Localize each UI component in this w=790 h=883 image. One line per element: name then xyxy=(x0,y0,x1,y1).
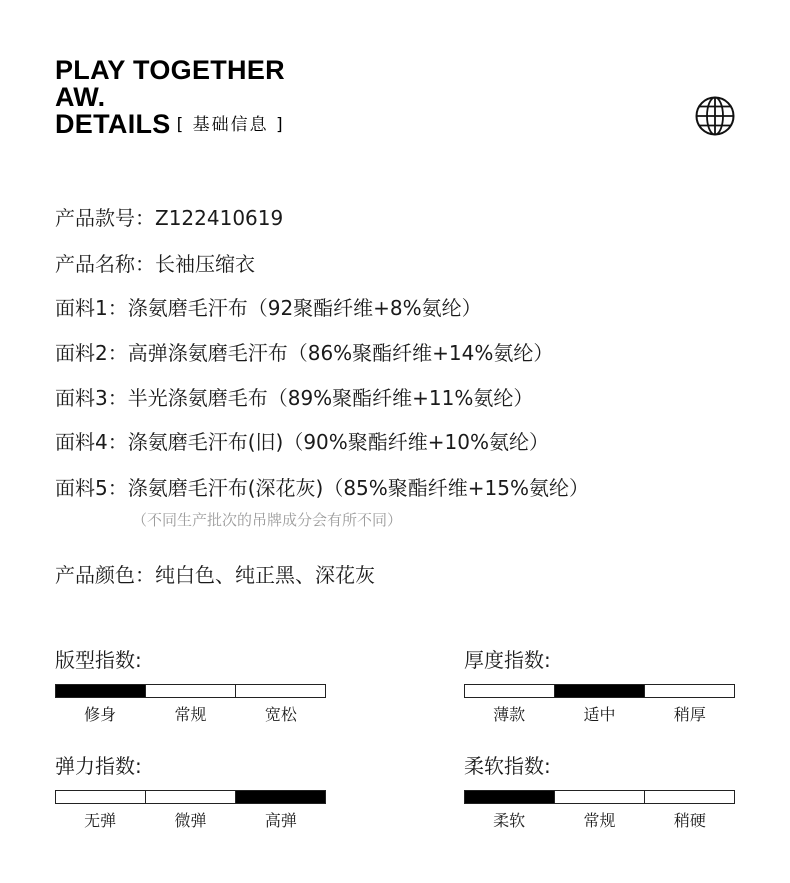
fabric-4: 面料4：涤氨磨毛汗布(旧)（90%聚酯纤维+10%氨纶） xyxy=(55,430,549,454)
softness-label: 柔软 xyxy=(493,811,526,830)
elasticity-label: 微弹 xyxy=(174,811,207,830)
fit-label: 宽松 xyxy=(264,705,297,724)
product-code: 产品款号：Z122410619 xyxy=(55,206,284,230)
thickness-label: 薄款 xyxy=(493,705,526,724)
title-details: DETAILS xyxy=(55,109,171,139)
title-line-3 xyxy=(55,111,285,138)
fabric-3: 面料3：半光涤氨磨毛布（89%聚酯纤维+11%氨纶） xyxy=(55,386,534,410)
composition-note: （不同生产批次的吊牌成分会有所不同） xyxy=(132,511,403,529)
page-title xyxy=(55,57,285,138)
fit-label: 修身 xyxy=(84,705,117,724)
elasticity-label: 无弹 xyxy=(84,811,117,830)
fit-index-segment xyxy=(56,685,146,697)
thickness-label: 稍厚 xyxy=(673,705,706,724)
softness-index-segment xyxy=(555,791,645,803)
product-colors: 产品颜色：纯白色、纯正黑、深花灰 xyxy=(55,563,375,587)
product-name: 产品名称：长袖压缩衣 xyxy=(55,252,255,276)
elasticity-index-segment xyxy=(146,791,236,803)
thickness-index-bar xyxy=(464,684,735,698)
elasticity-index-segment xyxy=(236,791,325,803)
elasticity-index-labels xyxy=(55,811,326,831)
fit-index-title: 版型指数: xyxy=(55,648,142,672)
softness-label: 常规 xyxy=(583,811,616,830)
thickness-index-title: 厚度指数: xyxy=(464,648,551,672)
elasticity-index-title: 弹力指数: xyxy=(55,754,142,778)
globe-icon xyxy=(695,96,735,136)
elasticity-index-segment xyxy=(56,791,146,803)
thickness-index-segment xyxy=(555,685,645,697)
softness-label: 稍硬 xyxy=(673,811,706,830)
thickness-index-segment xyxy=(645,685,734,697)
section-subtitle: [ 基础信息 ] xyxy=(176,115,285,135)
thickness-index-labels xyxy=(464,705,735,725)
thickness-label: 适中 xyxy=(583,705,616,724)
fabric-2: 面料2：高弹涤氨磨毛汗布（86%聚酯纤维+14%氨纶） xyxy=(55,341,554,365)
title-line-2: AW. xyxy=(55,82,106,112)
elasticity-index-bar xyxy=(55,790,326,804)
softness-index-bar xyxy=(464,790,735,804)
fabric-1: 面料1：涤氨磨毛汗布（92聚酯纤维+8%氨纶） xyxy=(55,296,482,320)
softness-index-segment xyxy=(645,791,734,803)
fit-label: 常规 xyxy=(174,705,207,724)
softness-index-labels xyxy=(464,811,735,831)
fit-index-bar xyxy=(55,684,326,698)
fit-index-segment xyxy=(146,685,236,697)
softness-index-segment xyxy=(465,791,555,803)
fabric-5: 面料5：涤氨磨毛汗布(深花灰)（85%聚酯纤维+15%氨纶） xyxy=(55,476,589,500)
fit-index-labels xyxy=(55,705,326,725)
title-line-1: PLAY TOGETHER xyxy=(55,55,285,85)
softness-index-title: 柔软指数: xyxy=(464,754,551,778)
elasticity-label: 高弹 xyxy=(264,811,297,830)
thickness-index-segment xyxy=(465,685,555,697)
fit-index-segment xyxy=(236,685,325,697)
